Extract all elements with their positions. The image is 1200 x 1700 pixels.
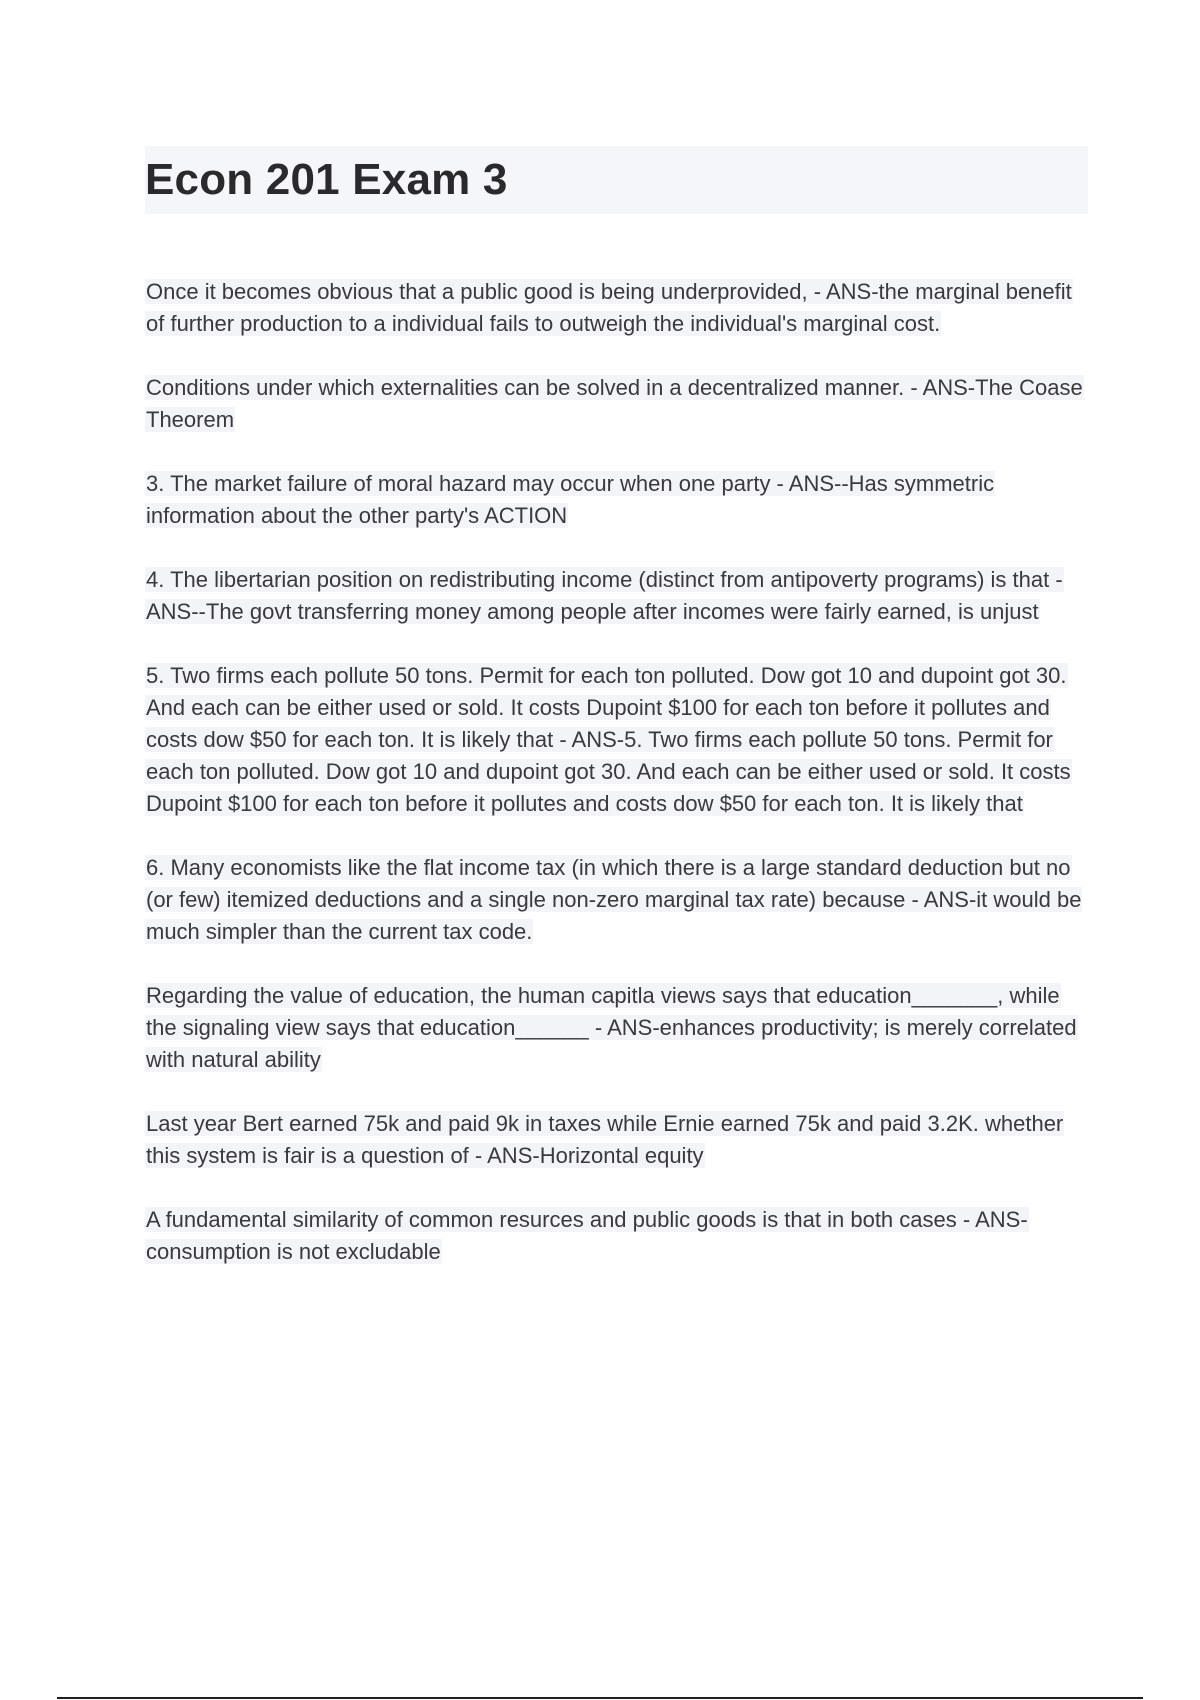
qa-entry-8 <box>145 1108 1090 1172</box>
qa-entry-3 <box>145 468 1090 532</box>
qa-entry-text: 3. The market failure of moral hazard may occur when one party - ANS--Has symmetric information about the other party's ACTION <box>146 471 995 528</box>
qa-entry-text: 5. Two firms each pollute 50 tons. Permit for each ton polluted. Dow got 10 and dupoint got 30. And each can be either used or sold. It costs Dupoint $100 for each ton before it pollutes and costs dow $50 for each ton. It is likely that - ANS-5. Two firms each pollute 50 tons. Permit for each ton polluted. Dow got 10 and dupoint got 30. And each can be either used or sold. It costs Dupoint $100 for each ton before it pollutes and costs dow $50 for each ton. It is likely that <box>146 663 1071 816</box>
qa-entry-text: A fundamental similarity of common resurces and public goods is that in both cases - ANS-consumption is not excludable <box>146 1207 1028 1264</box>
qa-entry-text: 4. The libertarian position on redistributing income (distinct from antipoverty programs) is that - ANS--The govt transferring money among people after incomes were fairly earned, is unjust <box>146 567 1063 624</box>
qa-entry-text: 6. Many economists like the flat income tax (in which there is a large standard deduction but no (or few) itemized deductions and a single non-zero marginal tax rate) because - ANS-it would be much simpler than the current tax code. <box>146 855 1082 944</box>
qa-list <box>145 276 1090 1300</box>
title-banner <box>145 146 1088 214</box>
qa-entry-text: Once it becomes obvious that a public good is being underprovided, - ANS-the marginal benefit of further production to a individual fails to outweigh the individual's marginal cost. <box>146 279 1072 336</box>
qa-entry-7 <box>145 980 1090 1076</box>
qa-entry-4 <box>145 564 1090 628</box>
qa-entry-9 <box>145 1204 1090 1268</box>
qa-entry-text: Conditions under which externalities can be solved in a decentralized manner. - ANS-The Coase Theorem <box>146 375 1083 432</box>
qa-entry-2 <box>145 372 1090 436</box>
page-title: Econ 201 Exam 3 <box>145 155 508 204</box>
qa-entry-text: Regarding the value of education, the human capitla views says that education_______, while the signaling view says that education______ - ANS-enhances productivity; is merely correlated with natural ability <box>146 983 1077 1072</box>
qa-entry-text: Last year Bert earned 75k and paid 9k in taxes while Ernie earned 75k and paid 3.2K. whether this system is fair is a question of - ANS-Horizontal equity <box>146 1111 1064 1168</box>
footer-divider <box>57 1697 1143 1699</box>
qa-entry-6 <box>145 852 1090 948</box>
qa-entry-1 <box>145 276 1090 340</box>
qa-entry-5 <box>145 660 1090 820</box>
